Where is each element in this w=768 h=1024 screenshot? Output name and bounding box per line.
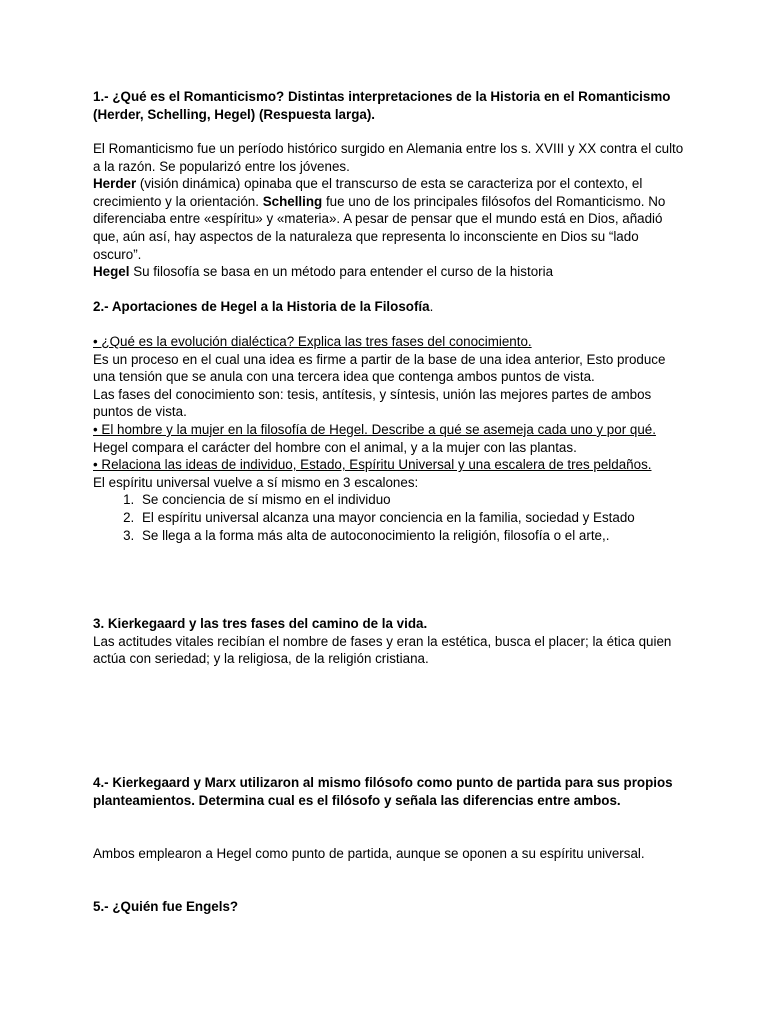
q2-sub1-answer-2: Las fases del conocimiento son: tesis, antítesis, y síntesis, unión las mejores partes de ambos puntos de vista. <box>93 386 652 420</box>
steps-list <box>93 491 688 544</box>
question-2-answer <box>93 333 688 544</box>
q1-hegel-paragraph <box>93 263 688 281</box>
question-1-heading: 1.- ¿Qué es el Romanticismo? Distintas interpretaciones de la Historia en el Romanticismo (Herder, Schelling, Hegel) (Respuesta larga). <box>93 89 671 122</box>
q1-intro: El Romanticismo fue un período histórico surgido en Alemania entre los s. XVIII y XX contra el culto a la razón. Se popularizó entre los jóvenes. <box>93 141 684 174</box>
question-3-answer: Las actitudes vitales recibían el nombre de fases y eran la estética, busca el placer; la ética quien actúa con seriedad; y la religiosa, de la religión cristiana. <box>93 633 672 667</box>
question-2 <box>93 298 688 316</box>
hegel-name: Hegel <box>93 264 130 280</box>
q2-subquestion-2: • El hombre y la mujer en la filosofía de Hegel. Describe a qué se asemeja cada uno y por qué. <box>93 421 656 437</box>
question-1-answer <box>93 140 688 281</box>
question-2-heading-end: . <box>429 299 434 314</box>
question-4-answer-block <box>93 845 688 863</box>
q1-herder-paragraph <box>93 175 688 263</box>
step-item: 2. El espíritu universal alcanza una mayor conciencia en la familia, sociedad y Estado <box>138 509 688 527</box>
herder-text: (visión dinámica) opinaba que el transcurso de esta se caracteriza por el contexto, el crecimiento y la orientación. <box>93 176 643 209</box>
q2-sub3-answer: El espíritu universal vuelve a sí mismo en 3 escalones: <box>93 474 419 490</box>
herder-name: Herder <box>93 176 137 192</box>
question-3 <box>93 615 688 668</box>
question-5 <box>93 898 688 916</box>
schelling-text: fue uno de los principales filósofos del Romanticismo. No diferenciaba entre «espíritu» y «materia». A pesar de pensar que el mundo está en Dios, añadió que, aún así, hay aspectos de la naturaleza que representa lo inconsciente en Dios su “lado oscuro”. <box>93 193 666 262</box>
hegel-text: Su filosofía se basa en un método para entender el curso de la historia <box>129 264 554 280</box>
schelling-name: Schelling <box>262 193 323 209</box>
q2-sub1-answer-1: Es un proceso en el cual una idea es firme a partir de la base de una idea anterior, Esto produce una tensión que se anula con una tercera idea que contenga ambos puntos de vista. <box>93 351 666 385</box>
step-item: 3. Se llega a la forma más alta de autoconocimiento la religión, filosofía o el arte,. <box>138 527 688 545</box>
question-4-answer: Ambos emplearon a Hegel como punto de partida, aunque se oponen a su espíritu universal. <box>93 846 645 861</box>
question-3-heading: 3. Kierkegaard y las tres fases del camino de la vida. <box>93 616 428 631</box>
question-4 <box>93 774 688 809</box>
q2-subquestion-3: • Relaciona las ideas de individuo, Estado, Espíritu Universal y una escalera de tres peldaños. <box>93 457 652 473</box>
step-item: 1. Se conciencia de sí mismo en el individuo <box>138 491 688 509</box>
question-2-heading-line <box>93 298 688 316</box>
q2-subquestion-1: • ¿Qué es la evolución dialéctica? Explica las tres fases del conocimiento. <box>93 334 532 349</box>
question-4-heading: 4.- Kierkegaard y Marx utilizaron al mismo filósofo como punto de partida para sus propios planteamientos. Determina cual es el filósofo y señala las diferencias entre ambos. <box>93 775 673 808</box>
question-2-heading: 2.- Aportaciones de Hegel a la Historia de la Filosofía <box>93 299 430 314</box>
question-1 <box>93 88 688 123</box>
question-5-heading: 5.- ¿Quién fue Engels? <box>93 899 239 914</box>
q2-sub2-answer: Hegel compara el carácter del hombre con el animal, y a la mujer con las plantas. <box>93 439 577 455</box>
